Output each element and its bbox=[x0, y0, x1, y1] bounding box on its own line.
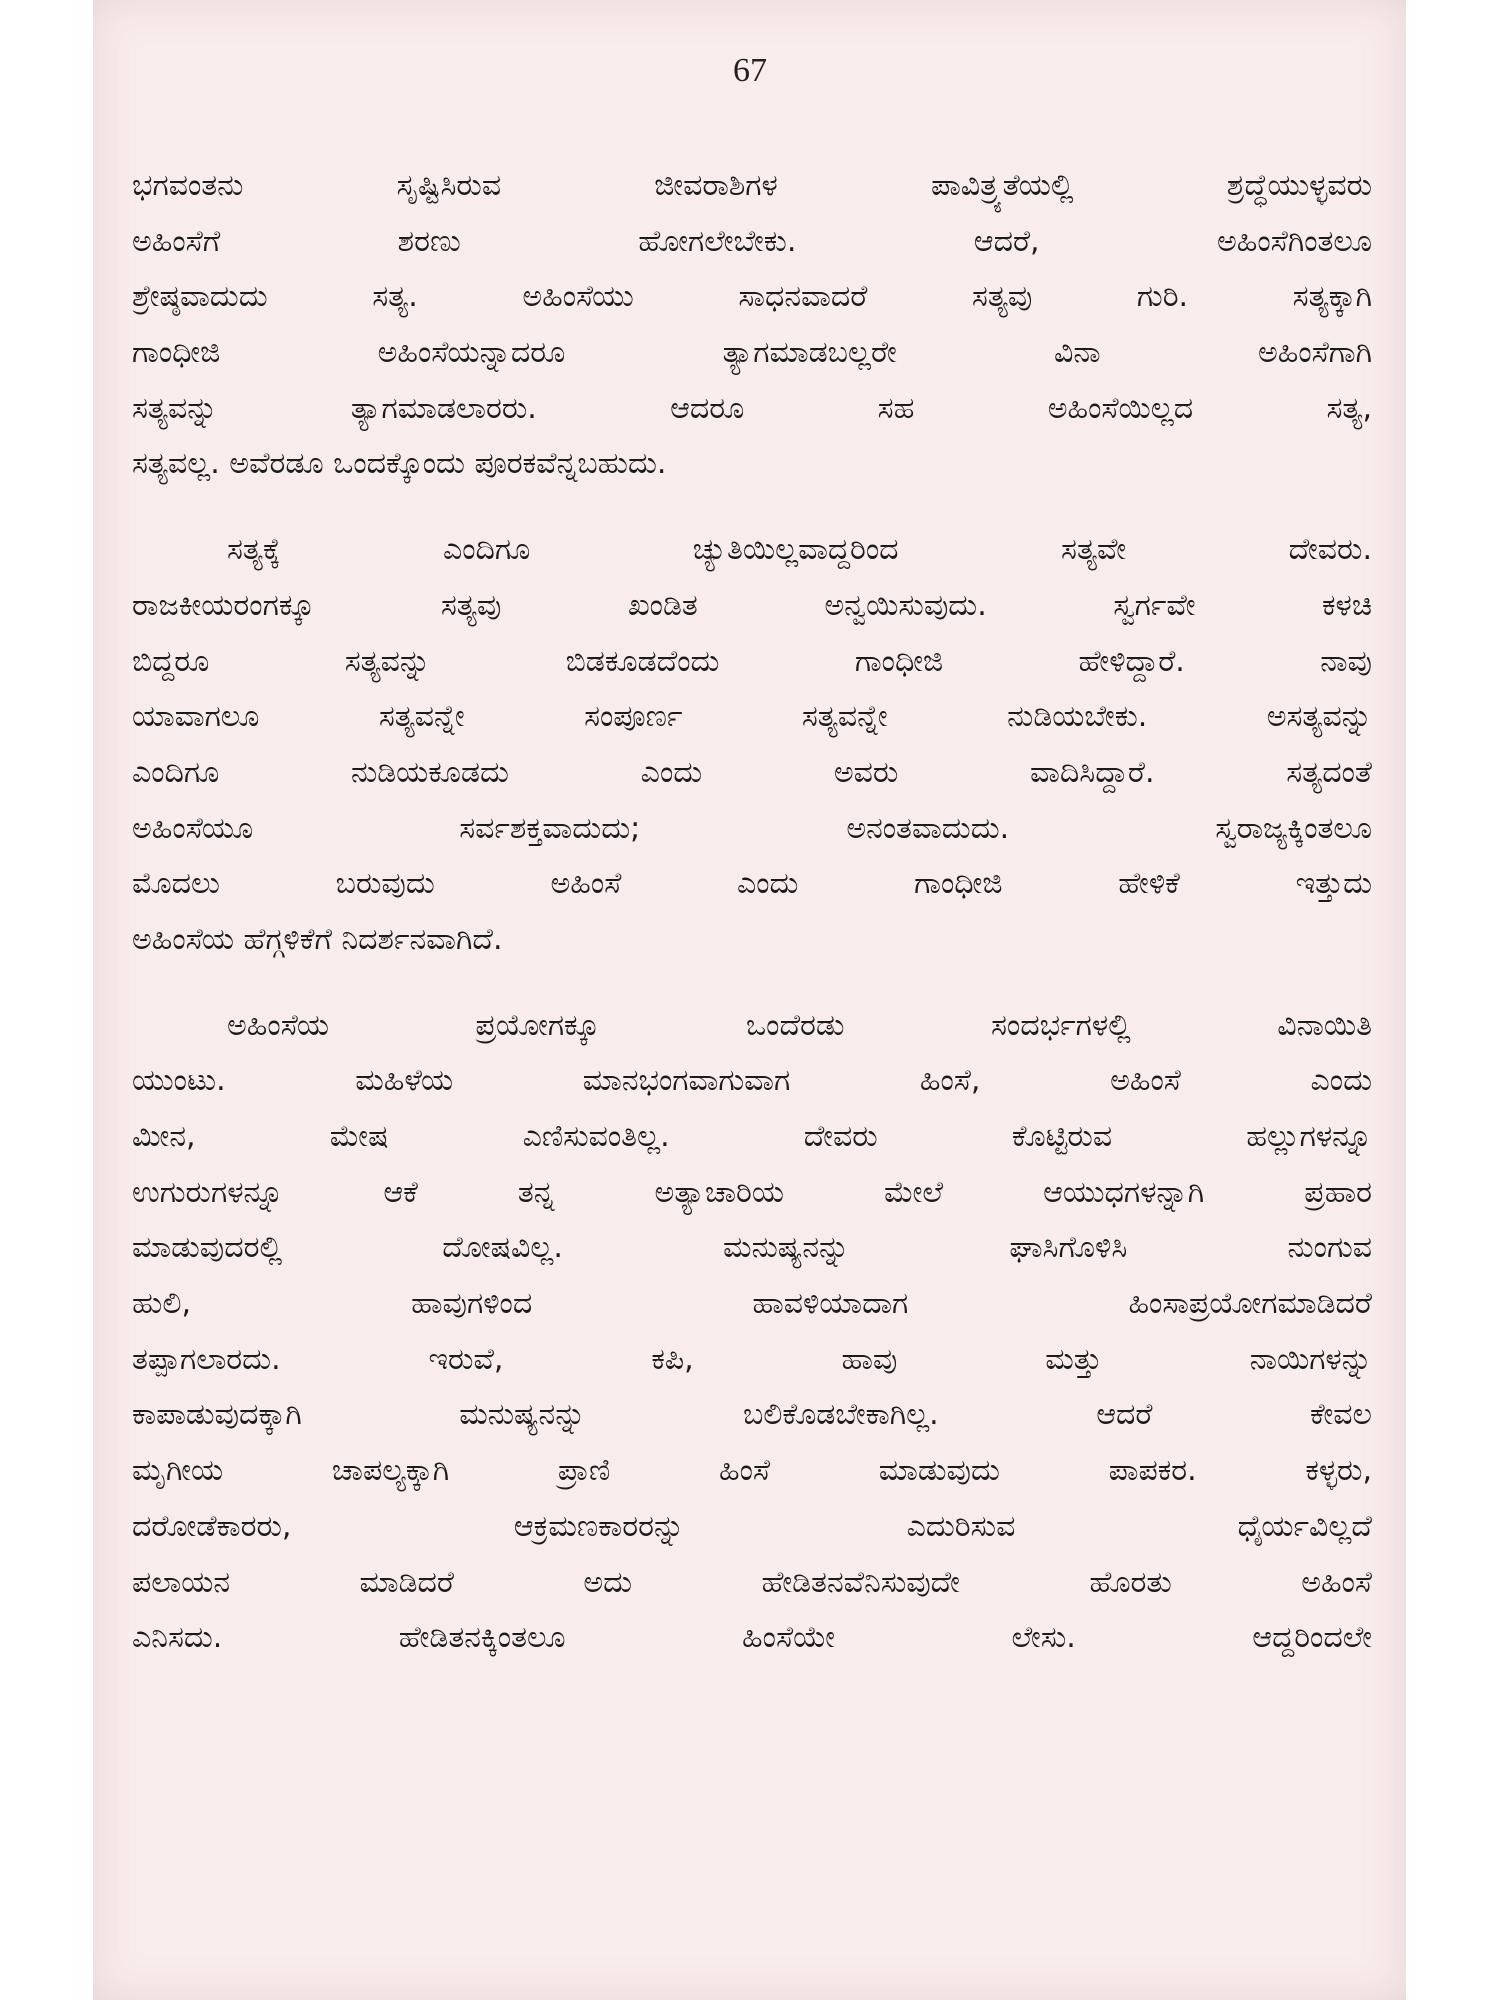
text-line: ದರೋಡೆಕಾರರು, ಆಕ್ರಮಣಕಾರರನ್ನು ಎದುರಿಸುವ ಧೈರ್ಯವಿಲ್ಲದೆ bbox=[132, 1508, 1372, 1544]
text-line: ಮೊದಲು ಬರುವುದು ಅಹಿಂಸೆ ಎಂದು ಗಾಂಧೀಜಿ ಹೇಳಿಕೆ ಇತ್ತುದು bbox=[132, 866, 1372, 902]
text-line: ಬಿದ್ದರೂ ಸತ್ಯವನ್ನು ಬಿಡಕೂಡದೆಂದು ಗಾಂಧೀಜಿ ಹೇಳಿದ್ದಾರೆ. ನಾವು bbox=[132, 643, 1372, 679]
text-line: ಅಹಿಂಸೆಗೆ ಶರಣು ಹೋಗಲೇಬೇಕು. ಆದರೆ, ಅಹಿಂಸೆಗಿಂತಲೂ bbox=[132, 223, 1372, 259]
text-line: ಸತ್ಯವನ್ನು ತ್ಯಾಗಮಾಡಲಾರರು. ಆದರೂ ಸಹ ಅಹಿಂಸೆಯಿಲ್ಲದ ಸತ್ಯ, bbox=[132, 390, 1372, 426]
text-line: ರಾಜಕೀಯರಂಗಕ್ಕೂ ಸತ್ಯವು ಖಂಡಿತ ಅನ್ವಯಿಸುವುದು. ಸ್ವರ್ಗವೇ ಕಳಚಿ bbox=[132, 587, 1372, 623]
text-line: ತಪ್ಪಾಗಲಾರದು. ಇರುವೆ, ಕಪಿ, ಹಾವು ಮತ್ತು ನಾಯಿಗಳನ್ನು bbox=[132, 1341, 1372, 1377]
paragraph-2 bbox=[132, 522, 1372, 968]
page-body bbox=[132, 158, 1372, 1666]
page-number: 67 bbox=[733, 52, 767, 89]
text-line: ಭಗವಂತನು ಸೃಷ್ಟಿಸಿರುವ ಜೀವರಾಶಿಗಳ ಪಾವಿತ್ರ್ಯತೆಯಲ್ಲಿ ಶ್ರದ್ಧೆಯುಳ್ಳವರು bbox=[132, 168, 1372, 203]
text-line: ಮೀನ, ಮೇಷ ಎಣಿಸುವಂತಿಲ್ಲ. ದೇವರು ಕೊಟ್ಟಿರುವ ಹಲ್ಲುಗಳನ್ನೂ bbox=[132, 1119, 1372, 1154]
text-line: ಅಹಿಂಸೆಯ ಹೆಗ್ಗಳಿಕೆಗೆ ನಿದರ್ಶನವಾಗಿದೆ. bbox=[132, 921, 503, 957]
text-line: ಕಾಪಾಡುವುದಕ್ಕಾಗಿ ಮನುಷ್ಯನನ್ನು ಬಲಿಕೊಡಬೇಕಾಗಿಲ್ಲ. ಆದರೆ ಕೇವಲ bbox=[132, 1397, 1372, 1433]
paragraph-1 bbox=[132, 158, 1372, 492]
text-line: ಉಗುರುಗಳನ್ನೂ ಆಕೆ ತನ್ನ ಅತ್ಯಾಚಾರಿಯ ಮೇಲೆ ಆಯುಧಗಳನ್ನಾಗಿ ಪ್ರಹಾರ bbox=[132, 1174, 1372, 1210]
paragraph-3 bbox=[132, 998, 1372, 1666]
text-line: ಅಹಿಂಸೆಯ ಪ್ರಯೋಗಕ್ಕೂ ಒಂದೆರಡು ಸಂದರ್ಭಗಳಲ್ಲಿ ವಿನಾಯಿತಿ bbox=[227, 1007, 1372, 1043]
text-line: ಶ್ರೇಷ್ಠವಾದುದು ಸತ್ಯ. ಅಹಿಂಸೆಯು ಸಾಧನವಾದರೆ ಸತ್ಯವು ಗುರಿ. ಸತ್ಯಕ್ಕಾಗಿ bbox=[132, 279, 1372, 315]
text-line: ಯುಂಟು. ಮಹಿಳೆಯ ಮಾನಭಂಗವಾಗುವಾಗ ಹಿಂಸೆ, ಅಹಿಂಸೆ ಎಂದು bbox=[132, 1063, 1372, 1099]
text-line: ಹುಲಿ, ಹಾವುಗಳಿಂದ ಹಾವಳಿಯಾದಾಗ ಹಿಂಸಾಪ್ರಯೋಗಮಾಡಿದರೆ bbox=[132, 1286, 1372, 1322]
text-line: ಸತ್ಯವಲ್ಲ. ಅವೆರಡೂ ಒಂದಕ್ಕೊಂದು ಪೂರಕವೆನ್ನಬಹುದು. bbox=[132, 446, 667, 482]
text-line: ಎಂದಿಗೂ ನುಡಿಯಕೂಡದು ಎಂದು ಅವರು ವಾದಿಸಿದ್ದಾರೆ. ಸತ್ಯದಂತೆ bbox=[132, 754, 1372, 790]
text-line: ಮೃಗೀಯ ಚಾಪಲ್ಯಕ್ಕಾಗಿ ಪ್ರಾಣಿ ಹಿಂಸೆ ಮಾಡುವುದು ಪಾಪಕರ. ಕಳ್ಳರು, bbox=[132, 1453, 1372, 1489]
text-line: ಸತ್ಯಕ್ಕೆ ಎಂದಿಗೂ ಚ್ಯುತಿಯಿಲ್ಲವಾದ್ದರಿಂದ ಸತ್ಯವೇ ದೇವರು. bbox=[227, 532, 1372, 568]
text-line: ಗಾಂಧೀಜಿ ಅಹಿಂಸೆಯನ್ನಾದರೂ ತ್ಯಾಗಮಾಡಬಲ್ಲರೇ ವಿನಾ ಅಹಿಂಸೆಗಾಗಿ bbox=[132, 335, 1372, 371]
text-line: ಎನಿಸದು. ಹೇಡಿತನಕ್ಕಿಂತಲೂ ಹಿಂಸೆಯೇ ಲೇಸು. ಆದ್ದರಿಂದಲೇ bbox=[132, 1620, 1372, 1656]
text-line: ಪಲಾಯನ ಮಾಡಿದರೆ ಅದು ಹೇಡಿತನವೆನಿಸುವುದೇ ಹೊರತು ಅಹಿಂಸೆ bbox=[132, 1564, 1372, 1600]
text-line: ಯಾವಾಗಲೂ ಸತ್ಯವನ್ನೇ ಸಂಪೂರ್ಣ ಸತ್ಯವನ್ನೇ ನುಡಿಯಬೇಕು. ಅಸತ್ಯವನ್ನು bbox=[132, 699, 1372, 735]
text-line: ಅಹಿಂಸೆಯೂ ಸರ್ವಶಕ್ತವಾದುದು; ಅನಂತವಾದುದು. ಸ್ವರಾಜ್ಯಕ್ಕಿಂತಲೂ bbox=[132, 810, 1372, 846]
text-line: ಮಾಡುವುದರಲ್ಲಿ ದೋಷವಿಲ್ಲ. ಮನುಷ್ಯನನ್ನು ಘಾಸಿಗೊಳಿಸಿ ನುಂಗುವ bbox=[132, 1230, 1372, 1266]
